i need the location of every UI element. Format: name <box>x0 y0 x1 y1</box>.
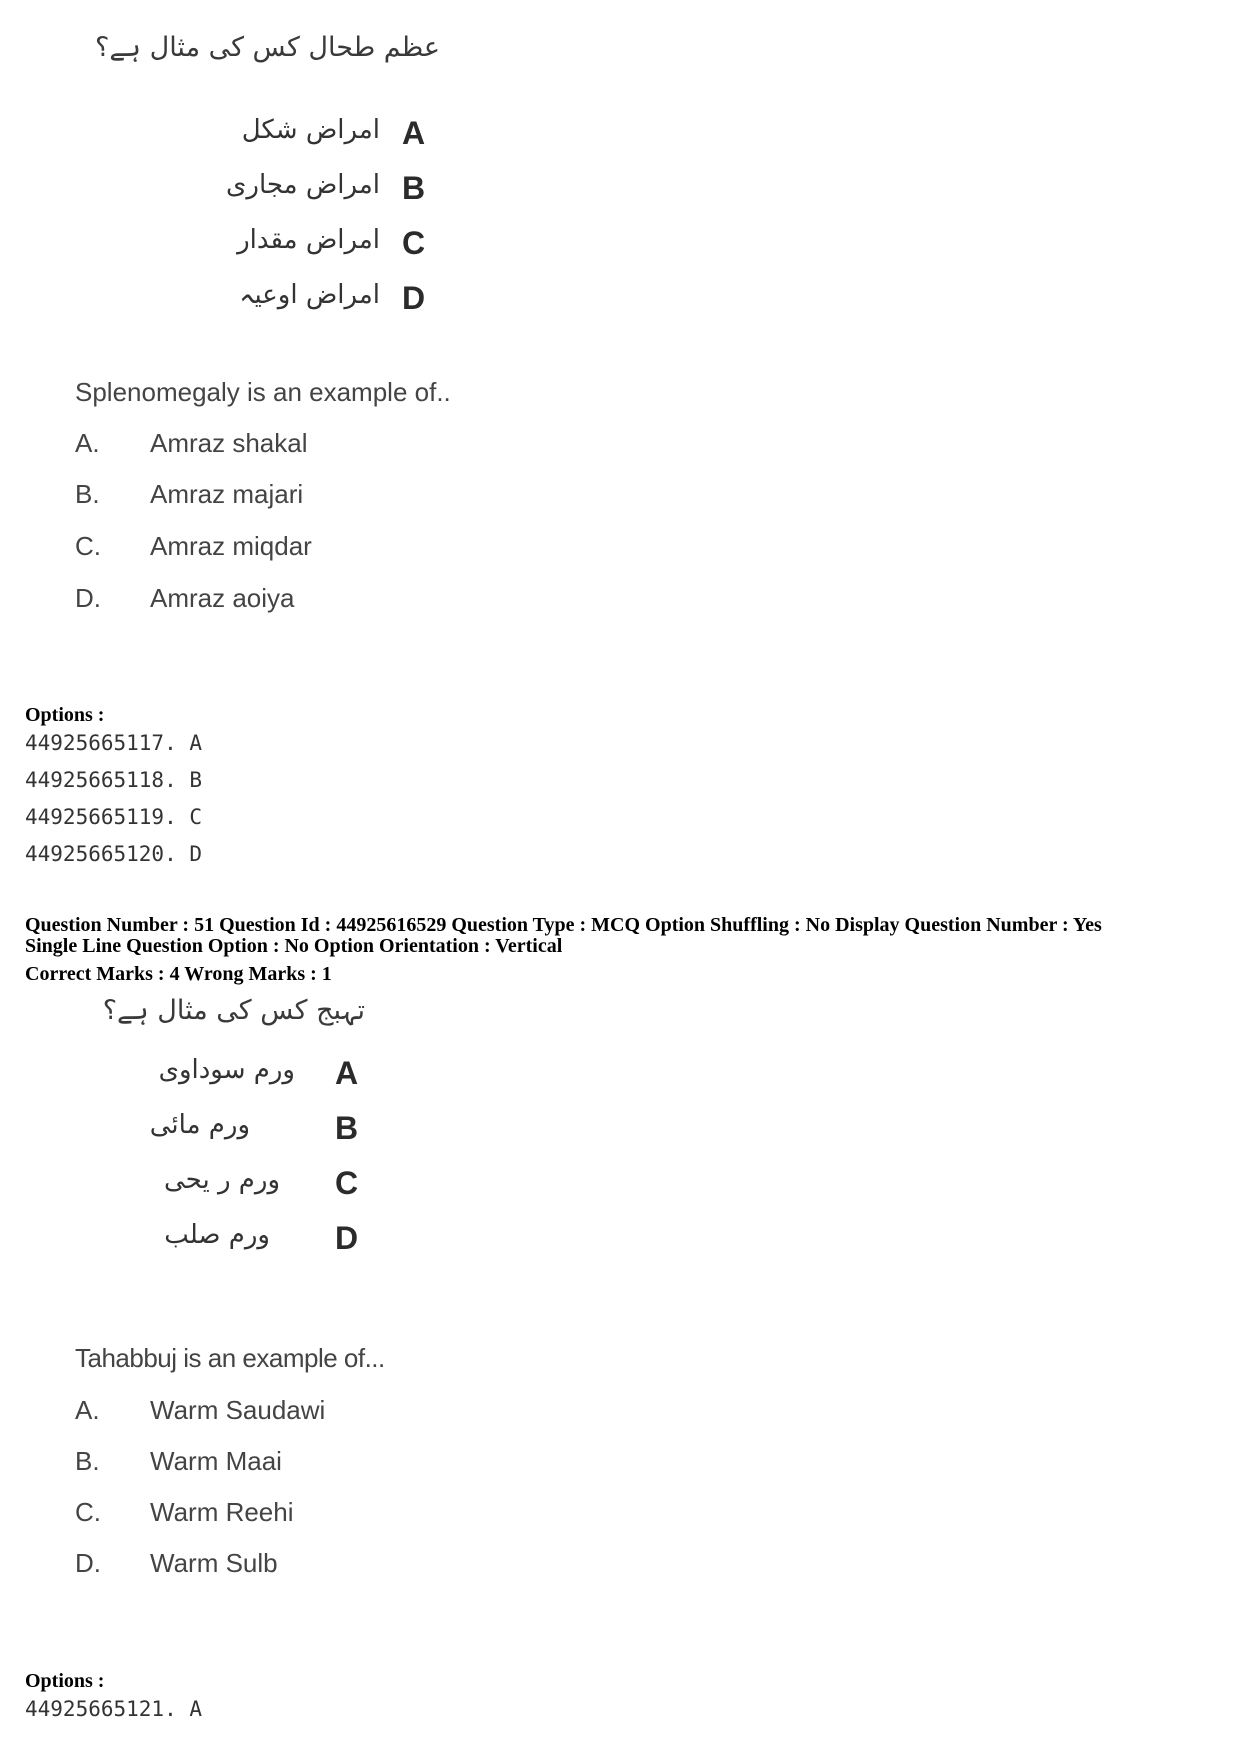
option-letter: D. <box>75 583 101 613</box>
urdu-option-text: امراض شکل <box>241 115 380 145</box>
option-text: Amraz aoiya <box>150 583 295 613</box>
option-text: Warm Reehi <box>150 1497 294 1527</box>
urdu-option-letter: B <box>402 170 426 206</box>
question-meta-line: Single Line Question Option : No Option Orientation : Vertical <box>25 935 563 957</box>
english-option-d <box>75 1548 475 1580</box>
english-option-c <box>75 1497 475 1529</box>
urdu-option-text: ورم مائی <box>149 1110 250 1140</box>
urdu-option-letter: A <box>402 115 426 151</box>
options-heading: Options : <box>25 704 105 726</box>
urdu-option-letter: C <box>335 1165 359 1201</box>
urdu-option-letter: B <box>335 1110 359 1146</box>
marks-line: Correct Marks : 4 Wrong Marks : 1 <box>25 963 332 985</box>
urdu-option-letter: C <box>402 225 426 261</box>
urdu-option-text: امراض مقدار <box>237 225 380 255</box>
urdu-option-text: امراض مجاری <box>226 170 380 200</box>
urdu-question: عظم طحال کس کی مثال ہے؟ <box>95 32 440 63</box>
urdu-option-text: ورم سوداوی <box>158 1055 295 1085</box>
urdu-option-b <box>150 170 440 210</box>
urdu-option-text: امراض اوعیہ <box>239 280 380 310</box>
question-meta-line: Question Number : 51 Question Id : 44925616529 Question Type : MCQ Option Shuffling : No Display Question Number : Yes <box>25 914 1102 936</box>
english-option-b <box>75 1446 475 1478</box>
option-text: Warm Saudawi <box>150 1395 326 1425</box>
option-letter: B. <box>75 1446 100 1476</box>
urdu-option-c <box>150 225 440 265</box>
option-letter: C. <box>75 1497 101 1527</box>
english-option-a <box>75 428 475 460</box>
option-id-line: 44925665120. D <box>25 842 203 866</box>
english-option-a <box>75 1395 475 1427</box>
english-option-b <box>75 479 475 511</box>
option-text: Amraz majari <box>150 479 304 509</box>
urdu-option-a <box>100 1055 370 1095</box>
options-heading: Options : <box>25 1670 105 1692</box>
english-question: Splenomegaly is an example of.. <box>75 377 451 407</box>
option-letter: A. <box>75 1395 100 1425</box>
urdu-option-c <box>100 1165 370 1205</box>
option-letter: D. <box>75 1548 101 1578</box>
option-id-line: 44925665121. A <box>25 1697 203 1721</box>
option-letter: C. <box>75 531 101 561</box>
option-text: Warm Sulb <box>150 1548 278 1578</box>
urdu-option-text: ورم ر یحی <box>164 1165 280 1195</box>
urdu-option-letter: D <box>335 1220 359 1256</box>
option-letter: A. <box>75 428 100 458</box>
urdu-question: تہبج کس کی مثال ہے؟ <box>102 995 365 1026</box>
option-letter: B. <box>75 479 100 509</box>
option-id-line: 44925665119. C <box>25 805 203 829</box>
urdu-option-letter: D <box>402 280 426 316</box>
urdu-option-b <box>100 1110 370 1150</box>
question-50-image <box>50 20 570 320</box>
english-option-c <box>75 531 475 563</box>
urdu-option-a <box>150 115 440 155</box>
urdu-option-letter: A <box>335 1055 359 1091</box>
question-51-image <box>50 995 450 1265</box>
option-text: Warm Maai <box>150 1446 282 1476</box>
urdu-option-d <box>150 280 440 320</box>
english-question: Tahabbuj is an example of... <box>75 1343 385 1373</box>
option-text: Amraz miqdar <box>150 531 312 561</box>
option-id-line: 44925665117. A <box>25 731 203 755</box>
urdu-option-d <box>100 1220 370 1260</box>
english-option-d <box>75 583 475 615</box>
urdu-option-text: ورم صلب <box>164 1220 270 1250</box>
option-text: Amraz shakal <box>150 428 308 458</box>
option-id-line: 44925665118. B <box>25 768 203 792</box>
